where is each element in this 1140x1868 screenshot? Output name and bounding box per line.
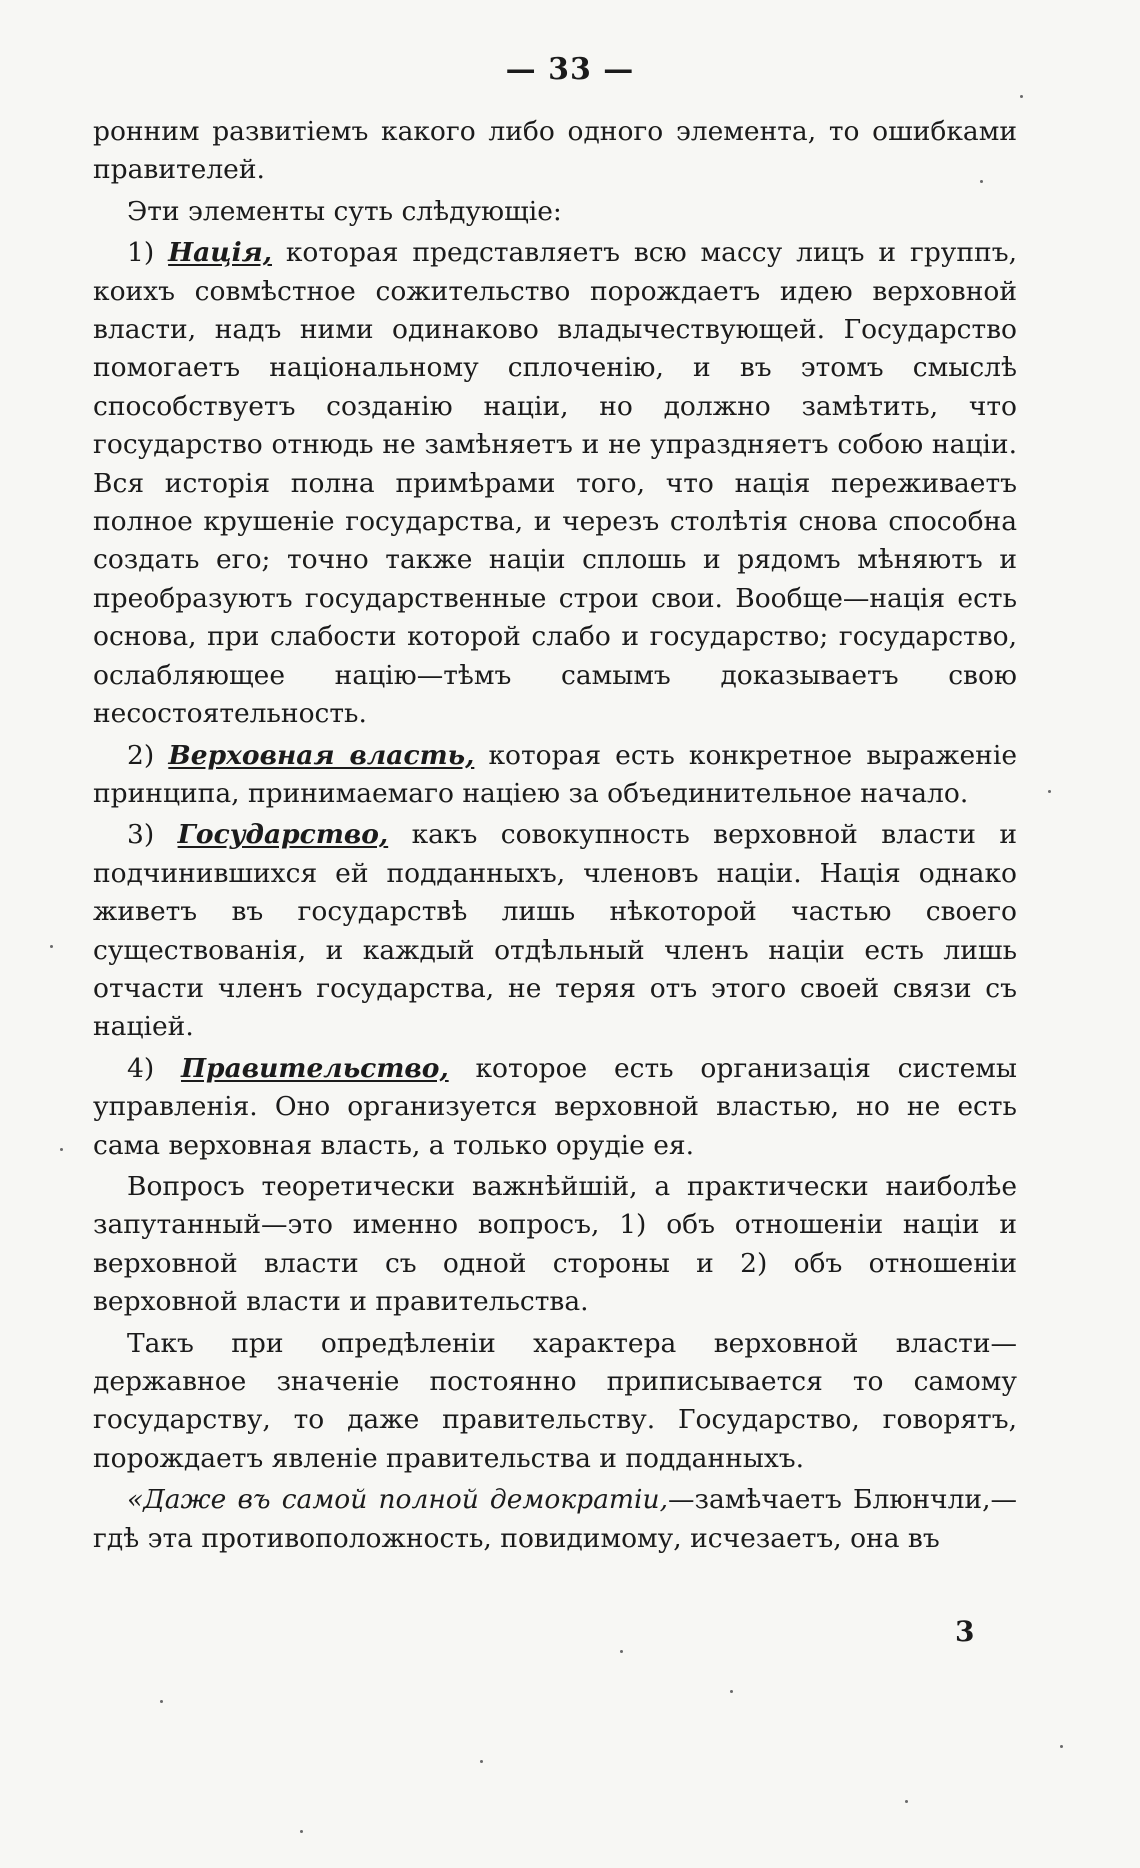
scan-speck — [620, 1650, 623, 1653]
scan-speck — [300, 1830, 303, 1833]
paragraph-text: которое есть организація системы управленія. Оно организуется верховной властью, но не есть сама верховная власть, а только орудіе ея. — [93, 1052, 1018, 1161]
paragraph-quote — [93, 1481, 1017, 1558]
page-body — [93, 113, 1017, 1561]
scan-speck — [60, 1148, 63, 1151]
item-number: 4) — [127, 1052, 181, 1084]
paragraph-definition: Такъ при опредѣленіи характера верховной власти—державное значеніе постоянно приписывается то самому государству, то даже правительству. Государство, говорятъ, порождаетъ явленіе правительства и подданныхъ. — [93, 1327, 1017, 1474]
term-government: Правительство, — [181, 1052, 449, 1084]
paragraph-nation — [93, 234, 1017, 733]
term-nation: Нація, — [168, 237, 272, 269]
item-number: 3) — [127, 819, 178, 851]
quote-lead: «Даже въ самой полной демократіи, — [127, 1484, 669, 1516]
scan-speck — [1048, 790, 1051, 793]
signature-mark: 3 — [955, 1615, 975, 1648]
term-state: Государство, — [177, 819, 389, 851]
page-number: — 33 — — [505, 52, 635, 87]
paragraph-government — [93, 1050, 1017, 1165]
scan-speck — [160, 1700, 163, 1703]
paragraph-question: Вопросъ теоретически важнѣйшій, а практически наиболѣе запутанный—это именно вопросъ, 1) объ отношеніи націи и верховной власти съ одной стороны и 2) объ отношеніи верховной власти и правительства. — [93, 1170, 1017, 1318]
scan-speck — [980, 180, 983, 183]
paragraph-text: которая есть конкретное выраженіе принципа, принимаемаго націею за объединительное начало. — [93, 739, 1017, 809]
term-supreme-power: Верховная власть, — [168, 739, 475, 771]
paragraph-text: —замѣчаетъ Блюнчли,—гдѣ эта противоположность, повидимому, исчезаетъ, она въ — [93, 1484, 1018, 1554]
paragraph-supreme-power — [93, 737, 1017, 814]
scan-speck — [50, 945, 53, 948]
paragraph-continued: ронним развитіемъ какого либо одного элемента, то ошибками правителей. — [93, 116, 1017, 186]
scan-speck — [1020, 95, 1023, 98]
item-number: 1) — [127, 237, 169, 269]
paragraph-state — [93, 816, 1017, 1046]
paragraph-elements-intro: Эти элементы суть слѣдующіе: — [127, 195, 562, 227]
scan-speck — [905, 1800, 908, 1803]
scan-speck — [480, 1760, 483, 1763]
paragraph-text: которая представляетъ всю массу лицъ и группъ, коихъ совмѣстное сожительство порождаетъ идею верховной власти, надъ ними одинаково владычествующей. Государство помогаетъ національному сплоченію, и въ этомъ смыслѣ способствуетъ созданію націи, но должно замѣтить, что государство отнюдь не замѣняетъ и не упраздняетъ собою націи. Вся исторія полна примѣрами того, что нація переживаетъ полное крушеніе государства, и черезъ столѣтія снова способна создать его; точно также націи сплошь и рядомъ мѣняютъ и преобразуютъ государственные строи свои. Вообще—нація есть основа, при слабости которой слабо и государство; государство, ослабляющее націю—тѣмъ самымъ доказываетъ свою несостоятельность. — [93, 237, 1018, 730]
scan-speck — [1060, 1745, 1063, 1748]
item-number: 2) — [127, 739, 169, 771]
paragraph-text: какъ совокупность верховной власти и подчинившихся ей подданныхъ, членовъ націи. Нація однако живетъ въ государствѣ лишь нѣкоторой частью своего существованія, и каждый отдѣльный членъ націи есть лишь отчасти членъ государства, не теряя отъ этого своей связи съ націей. — [93, 819, 1017, 1043]
scan-speck — [730, 1690, 733, 1693]
